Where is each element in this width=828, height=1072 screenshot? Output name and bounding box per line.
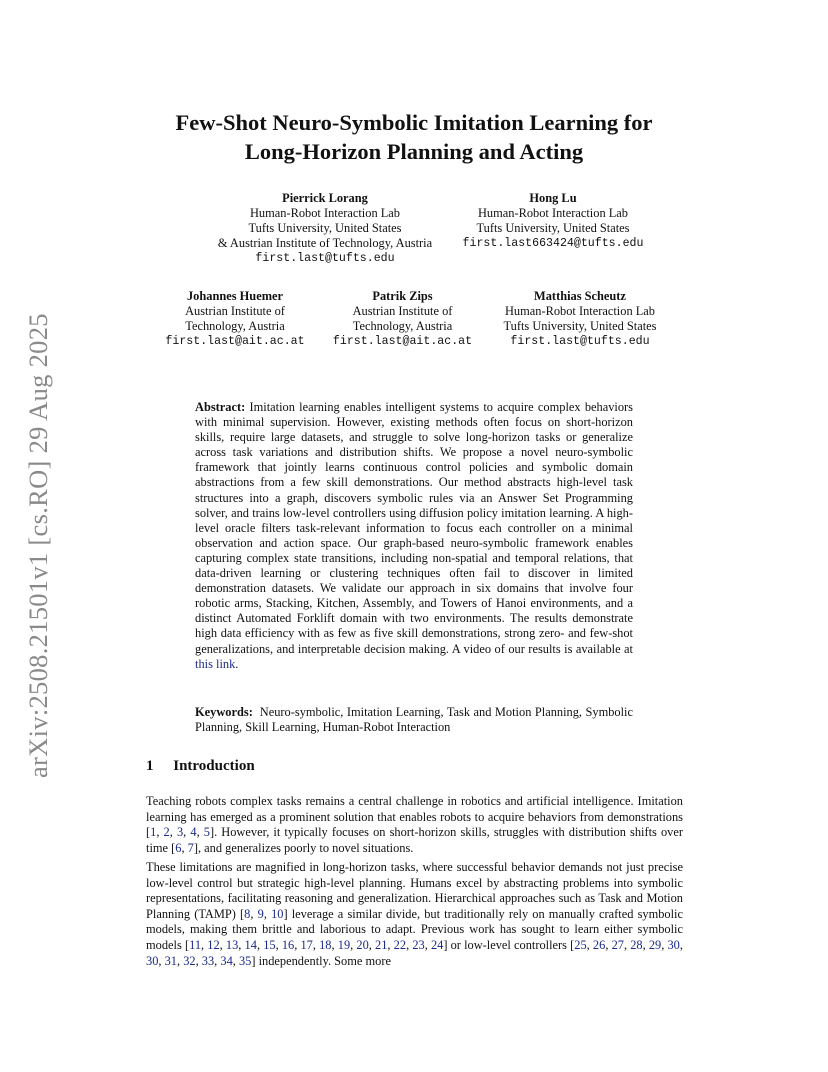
citation-link[interactable]: 27: [611, 937, 624, 952]
author-affiliation: Human-Robot Interaction Lab: [504, 304, 656, 318]
citation-link[interactable]: 30: [146, 953, 159, 968]
citation-link[interactable]: 30: [667, 937, 680, 952]
citation-link[interactable]: 16: [281, 937, 295, 952]
author-affiliation: Austrian Institute of: [185, 304, 285, 318]
intro-paragraph-1: [146, 794, 683, 856]
citation-link[interactable]: 7: [187, 840, 194, 855]
author-affiliation: Tufts University, United States: [248, 221, 402, 235]
citation-link[interactable]: 23: [412, 937, 425, 952]
author-email[interactable]: first.last@tufts.edu: [255, 252, 395, 265]
citation-link[interactable]: 17: [300, 937, 313, 952]
citation-link[interactable]: 8: [244, 906, 251, 921]
keywords: [195, 705, 633, 735]
author-name: Pierrick Lorang: [282, 191, 368, 205]
author-block: [155, 289, 315, 349]
citation-link[interactable]: 33: [201, 953, 215, 968]
citation-link[interactable]: 22: [393, 937, 407, 952]
citation-link[interactable]: 21: [375, 937, 388, 952]
citation-link[interactable]: 9: [257, 906, 264, 921]
paragraph-text: Teaching robots complex tasks remains a central challenge in robotics and artificial intelligence. Imitation learning has emerged as a prominent solution that enables robots to acquire behaviors from demonstrations [: [146, 794, 683, 840]
author-affiliation: & Austrian Institute of Technology, Austria: [217, 236, 433, 250]
citation-link[interactable]: 11: [189, 937, 202, 952]
author-name: Hong Lu: [529, 191, 577, 205]
citation-link[interactable]: 35: [238, 953, 252, 968]
author-affiliation: Tufts University, United States: [476, 221, 630, 235]
paragraph-text: ]. However, it typically focuses on short-horizon skills, struggles with distribution shifts over time [: [146, 825, 683, 855]
citation-link[interactable]: 13: [225, 937, 239, 952]
citation-group: 6, 7: [175, 840, 194, 855]
author-block: [490, 289, 670, 349]
author-affiliation: Technology, Austria: [185, 319, 285, 333]
section-number: 1: [146, 758, 154, 774]
citation-link[interactable]: 3: [176, 825, 184, 840]
citation-group: 1, 2, 3, 4, 5: [150, 825, 210, 840]
author-name: Patrik Zips: [372, 289, 433, 303]
citation-link[interactable]: 28: [630, 937, 643, 952]
paragraph-text: ], and generalizes poorly to novel situations.: [193, 840, 414, 855]
citation-link[interactable]: 14: [244, 937, 257, 952]
citation-link[interactable]: 24: [430, 937, 444, 952]
citation-link[interactable]: 18: [319, 937, 332, 952]
author-block: [448, 191, 658, 251]
abstract-end: .: [235, 656, 239, 671]
citation-link[interactable]: 2: [163, 825, 170, 840]
citation-link[interactable]: 32: [183, 953, 196, 968]
author-email[interactable]: first.last@tufts.edu: [510, 335, 650, 348]
author-affiliation: Technology, Austria: [352, 319, 453, 333]
video-link[interactable]: this link: [195, 656, 236, 671]
citation-link[interactable]: 10: [271, 906, 284, 921]
section-heading: [146, 758, 255, 775]
author-email[interactable]: first.last@ait.ac.at: [332, 335, 473, 348]
citation-link[interactable]: 34: [220, 953, 233, 968]
intro-paragraph-2: [146, 860, 683, 969]
citation-link[interactable]: 19: [337, 937, 351, 952]
author-name: Matthias Scheutz: [534, 289, 626, 303]
citation-group: 25, 26, 27, 28, 29, 30, 30, 31, 32, 33, 34, 35: [146, 937, 683, 968]
paragraph-text: ] independently. Some more: [251, 953, 391, 968]
keywords-text: Neuro-symbolic, Imitation Learning, Task and Motion Planning, Symbolic Planning, Skill Learning, Human-Robot Interaction: [195, 705, 633, 735]
abstract: [195, 400, 633, 672]
section-title: Introduction: [173, 758, 255, 774]
author-name: Johannes Huemer: [186, 289, 284, 303]
citation-link[interactable]: 5: [203, 825, 210, 840]
author-affiliation: Human-Robot Interaction Lab: [249, 206, 401, 220]
citation-link[interactable]: 31: [164, 953, 177, 968]
author-email[interactable]: first.last@ait.ac.at: [165, 335, 305, 348]
abstract-label: Abstract:: [195, 400, 246, 414]
citation-group: 11, 12, 13, 14, 15, 16, 17, 18, 19, 20, 21, 22, 23, 24: [189, 937, 444, 952]
keywords-label: Keywords:: [195, 705, 253, 719]
citation-link[interactable]: 15: [263, 937, 276, 952]
author-email[interactable]: first.last663424@tufts.edu: [462, 237, 644, 250]
title-line-2: Long-Horizon Planning and Acting: [244, 139, 584, 164]
citation-link[interactable]: 4: [190, 825, 197, 840]
paragraph-text: These limitations are magnified in long-horizon tasks, where successful behavior demands not just precise low-level control but strategic high-level planning. Humans excel by abstracting problems into symbolic representations, facilitating reasoning and generalization. Hierarchical approaches such as Task and Motion Planning (TAMP) [: [146, 860, 683, 921]
paragraph-text: ] leverage a similar divide, but traditionally rely on manually crafted symbolic models, making them brittle and laborious to adapt. Previous work has sought to learn either symbolic models [: [146, 906, 684, 952]
arxiv-identifier-stamp: arXiv:2508.21501v1 [cs.RO] 29 Aug 2025: [23, 313, 53, 778]
citation-link[interactable]: 20: [356, 937, 369, 952]
citation-link[interactable]: 1: [150, 825, 157, 840]
author-affiliation: Austrian Institute of: [352, 304, 453, 318]
citation-link[interactable]: 6: [175, 840, 182, 855]
paper-title: [0, 108, 828, 166]
author-block: [325, 289, 480, 349]
title-line-1: Few-Shot Neuro-Symbolic Imitation Learning for: [175, 110, 653, 135]
citation-group: 8, 9, 10: [244, 906, 284, 921]
author-affiliation: Tufts University, United States: [503, 319, 657, 333]
citation-link[interactable]: 25: [574, 937, 587, 952]
paragraph-text: ] or low-level controllers [: [443, 937, 575, 952]
abstract-text: Imitation learning enables intelligent systems to acquire complex behaviors with minimal supervision. However, existing methods often focus on short-horizon skills, require large datasets, and struggle to solve long-horizon tasks or generalize across task variations and distribution shifts. We propose a novel neuro-symbolic framework that jointly learns continuous control policies and symbolic domain abstractions from a few skill demonstrations. Our method abstracts high-level task structures into a graph, discovers symbolic rules via an Answer Set Programming solver, and trains low-level controllers using diffusion policy imitation learning. A high-level oracle filters task-relevant information to focus each controller on a minimal observation and action space. Our graph-based neuro-symbolic framework enables capturing complex state transitions, including non-spatial and temporal relations, that data-driven learning or clustering techniques often fail to discover in limited demonstration datasets. We validate our approach in six domains that involve four robotic arms, Stacking, Kitchen, Assembly, and Towers of Hanoi environments, and a distinct Automated Forklift domain with two environments. The results demonstrate high data efficiency with as few as five skill demonstrations, strong zero- and few-shot generalizations, and interpretable decision making. A video of our results is available at: [195, 400, 633, 656]
citation-link[interactable]: 29: [648, 937, 662, 952]
author-block: [190, 191, 460, 266]
author-affiliation: Human-Robot Interaction Lab: [477, 206, 629, 220]
citation-link[interactable]: 26: [592, 937, 606, 952]
citation-link[interactable]: 12: [207, 937, 220, 952]
